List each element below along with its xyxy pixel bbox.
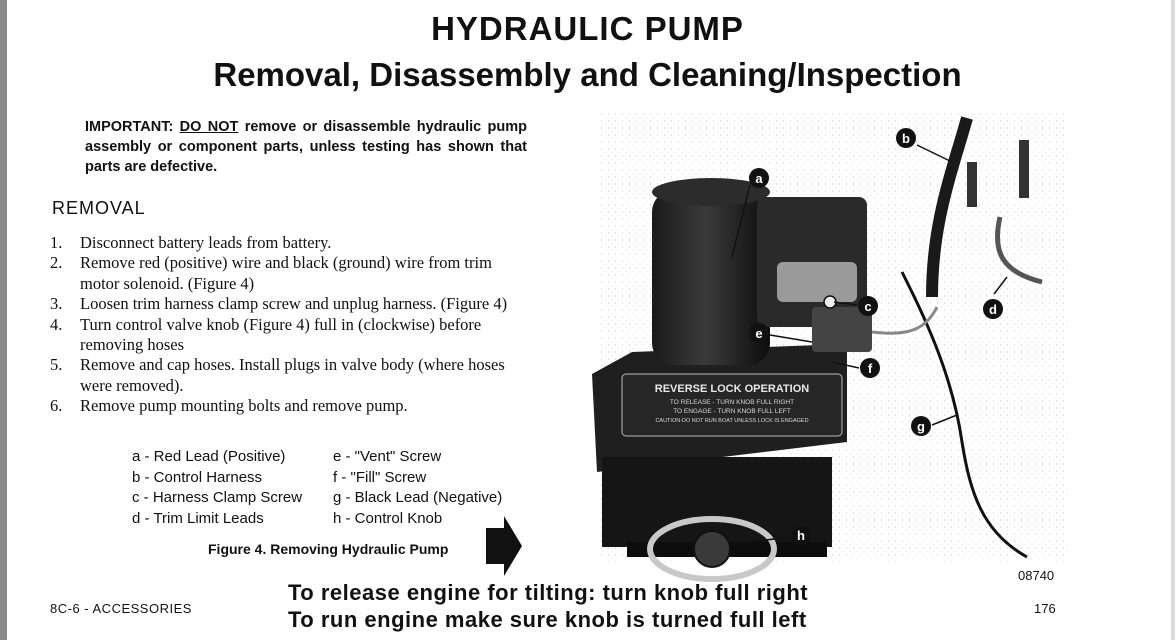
footer-page-number: 176 — [1034, 601, 1056, 616]
step-text: Remove red (positive) wire and black (ground) wire from trim motor solenoid. (Figure 4) — [80, 253, 492, 293]
figure-caption: Figure 4. Removing Hydraulic Pump — [208, 541, 449, 557]
annotation-release: To release engine for tilting: turn knob full right — [288, 580, 809, 605]
step-item — [50, 253, 524, 294]
step-number: 3. — [50, 294, 63, 314]
svg-text:f: f — [867, 361, 873, 376]
legend-item: c - Harness Clamp Screw — [132, 489, 303, 507]
page-title: HYDRAULIC PUMP — [431, 10, 744, 47]
step-number: 2. — [50, 253, 63, 273]
step-text: Turn control valve knob (Figure 4) full in (clockwise) before removing hoses — [80, 314, 482, 355]
svg-text:h: h — [797, 528, 805, 543]
important-emphasis: DO NOT — [179, 119, 239, 135]
step-text: Remove pump mounting bolts and remove pump. — [80, 396, 408, 416]
important-prefix: IMPORTANT: — [85, 119, 174, 135]
page-left-edge — [0, 0, 7, 640]
plate-text: CAUTION-DO NOT RUN BOAT UNLESS LOCK IS ENGAGED — [655, 418, 809, 424]
footer-section-label: 8C-6 - ACCESSORIES — [50, 601, 192, 616]
page-right-edge — [1171, 0, 1175, 640]
step-number: 5. — [50, 355, 63, 375]
page-subtitle: Removal, Disassembly and Cleaning/Inspection — [213, 56, 962, 93]
svg-text:b: b — [902, 131, 910, 146]
right-arrow-icon — [486, 516, 522, 576]
important-text: remove or disassemble hydraulic pump assembly or component parts, unless testing has shown that parts are defective. — [85, 119, 528, 175]
svg-text:g: g — [917, 419, 925, 434]
important-notice — [85, 117, 527, 177]
step-item — [50, 355, 524, 396]
svg-text:d: d — [989, 302, 997, 317]
legend-item: e - "Vent" Screw — [333, 448, 442, 465]
step-text: Disconnect battery leads from battery. — [80, 233, 332, 252]
step-item — [50, 294, 524, 314]
hydraulic-pump-photo — [572, 112, 1092, 582]
svg-text:a: a — [755, 171, 763, 186]
step-number: 4. — [50, 314, 63, 334]
legend-item: g - Black Lead (Negative) — [333, 489, 503, 507]
plate-text: REVERSE LOCK OPERATION — [654, 383, 810, 395]
removal-heading: REMOVAL — [52, 198, 146, 218]
svg-text:c: c — [864, 299, 872, 314]
step-item — [50, 315, 524, 356]
legend-item: f - "Fill" Screw — [333, 468, 427, 486]
removal-steps — [50, 233, 524, 417]
legend-item: d - Trim Limit Leads — [132, 509, 264, 527]
control-knob — [694, 531, 730, 567]
step-item — [50, 396, 524, 416]
plate-text: TO ENGAGE - TURN KNOB FULL LEFT — [673, 408, 791, 415]
legend-item: b - Control Harness — [132, 468, 263, 486]
plate-text: TO RELEASE - TURN KNOB FULL RIGHT — [669, 399, 795, 406]
figure-catalog-number: 08740 — [1018, 568, 1055, 583]
step-number: 6. — [50, 396, 63, 416]
legend-item: a - Red Lead (Positive) — [132, 448, 286, 465]
figure-legend — [132, 447, 533, 529]
step-text: Loosen trim harness clamp screw and unplug harness. (Figure 4) — [80, 294, 508, 314]
annotation-run: To run engine make sure knob is turned full left — [288, 607, 807, 632]
legend-item: h - Control Knob — [333, 509, 443, 527]
step-number: 1. — [50, 233, 63, 252]
step-item — [50, 233, 524, 253]
svg-text:e: e — [755, 326, 763, 341]
step-text: Remove and cap hoses. Install plugs in valve body (where hoses were removed). — [80, 355, 505, 395]
